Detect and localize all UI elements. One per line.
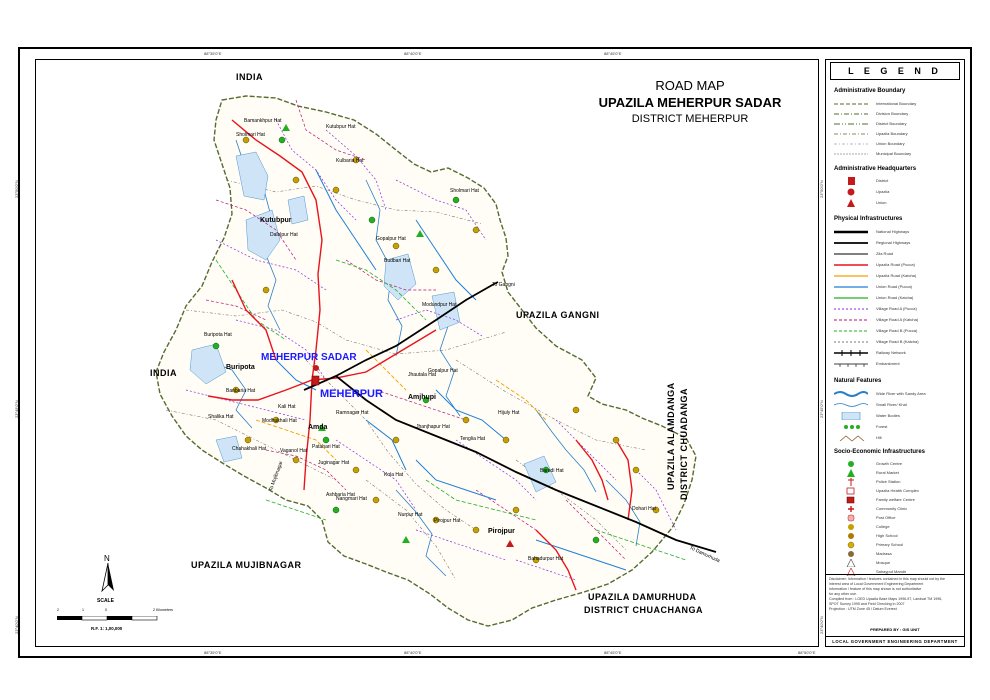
region-mujibnagar: UPAZILA MUJIBNAGAR (191, 560, 302, 570)
map-title-line2: UPAZILA MEHERPUR SADAR (598, 95, 782, 110)
place-label: Baradi Hat (540, 468, 564, 474)
coord-left: 23°40'0"N (14, 616, 19, 634)
upazila-boundary (156, 96, 696, 626)
upazila-road-katcha-symbol (834, 272, 868, 280)
legend-item: High School (834, 532, 962, 540)
north-arrow-icon (98, 563, 118, 593)
coord-bottom: 88°40'0"E (404, 650, 422, 655)
road-label-to-mujibnagar: To Mujibnagar (268, 460, 285, 493)
legend-item: Sahayput Mandir (834, 568, 962, 576)
legend-section-title: Socio-Economic Infrastructures (834, 449, 926, 455)
coord-left: 23°45'0"N (14, 400, 19, 418)
place-label: Kola Hat (384, 472, 404, 478)
union-road-pucca-symbol (834, 283, 868, 291)
forest-icon (834, 423, 868, 431)
legend-item: Family welfare Centre (834, 496, 962, 504)
legend-section-title: Administrative Boundary (834, 88, 906, 94)
scale-tick: 0 (105, 608, 107, 612)
legend-item: Village Road A (Katcha) (834, 316, 962, 324)
place-label: Sholmari Hat (236, 132, 265, 138)
legend-item: Village Road B (Pucca) (834, 327, 962, 335)
region-chuadanga: DISTRICT CHUADANGA (679, 388, 689, 500)
legend-item: College (834, 523, 962, 531)
place-label: Kutubpur Hat (326, 124, 356, 130)
village-road-a-katcha-symbol (834, 316, 868, 324)
info-line: Disclaimer: Information / features contained in this map should not by the (829, 577, 946, 581)
place-label: Gopalpur Hat (376, 236, 406, 242)
map-title-line3: DISTRICT MEHERPUR (631, 113, 749, 125)
place-label: Pirojpur Hat (434, 518, 461, 524)
coord-right: 23°45'0"N (819, 400, 824, 418)
place-label: Buripota Hat (204, 332, 232, 338)
small-river-icon (834, 401, 868, 409)
legend-item: Hill (834, 434, 962, 442)
legend-item: Municipal Boundary (834, 150, 962, 158)
post-office-icon (834, 514, 868, 522)
mosque-icon (834, 559, 868, 567)
upazila-hq-icon (834, 188, 868, 196)
place-label: Nurpur Hat (398, 512, 423, 518)
legend-section-title: Physical Infrastructures (834, 216, 903, 222)
place-label: Kali Hat (278, 404, 296, 410)
place-label: Bamankhpur Hat (244, 118, 282, 124)
international-boundary-symbol (834, 100, 868, 108)
coord-bottom: 88°35'0"E (204, 650, 222, 655)
coord-top: 88°40'0"E (404, 51, 422, 56)
legend-item: Embankment (834, 360, 962, 368)
zila-road-symbol (834, 250, 868, 258)
legend-item: Upazila Health Complex (834, 487, 962, 495)
legend-item: Union (834, 199, 962, 207)
scale-tick: 2 (57, 608, 59, 612)
village-road-b-katcha-symbol (834, 338, 868, 346)
legend-item: Upazila (834, 188, 962, 196)
rural-market-icon (834, 469, 868, 477)
place-label: Ramnagar Hat (336, 410, 369, 416)
health-complex-icon (834, 487, 868, 495)
legend-item: Regional Highways (834, 239, 962, 247)
scale-ratio: R.F. 1: 1,00,000 (91, 626, 123, 631)
place-label: Bahadurpur Hat (528, 556, 564, 562)
place-label: Budbari Hat (384, 258, 411, 264)
legend-item: District (834, 177, 962, 185)
legend-item: Division Boundary (834, 110, 962, 118)
place-label: Ashbaria Hat (326, 492, 355, 498)
legend-section-title: Administrative Headquarters (834, 166, 917, 172)
legend-item: Water Bodies (834, 412, 962, 420)
district-boundary-symbol (834, 120, 868, 128)
coord-bottom: 88°50'0"E (798, 650, 816, 655)
legend-item: Upazila Boundary (834, 130, 962, 138)
family-welfare-icon (834, 496, 868, 504)
legend-item: Primary School (834, 541, 962, 549)
municipal-boundary-symbol (834, 150, 868, 158)
community-clinic-icon (834, 505, 868, 513)
legend-item: Union Boundary (834, 140, 962, 148)
legend-item: District Boundary (834, 120, 962, 128)
place-label: Banbaria Hat (226, 388, 256, 394)
legend-item: International Boundary (834, 100, 962, 108)
region-damurhuda: UPAZILA DAMURHUDA (588, 592, 697, 602)
region-india-left: INDIA (150, 368, 177, 378)
region-gangni: UPAZILA GANGNI (516, 310, 600, 320)
legend-item: Upazila Road (Katcha) (834, 272, 962, 280)
legend-item: Mosque (834, 559, 962, 567)
high-school-icon (834, 532, 868, 540)
town-label: Pirojpur (488, 528, 515, 535)
police-station-icon (834, 478, 868, 486)
place-label: Modundpur Hat (422, 302, 457, 308)
union-boundary-symbol (834, 140, 868, 148)
coord-right: 23°50'0"N (819, 180, 824, 198)
info-line: for any other use. (829, 592, 857, 596)
town-label: Amjhupi (408, 394, 436, 401)
railway-symbol (834, 349, 868, 357)
town-label: Buripota (226, 364, 255, 371)
scale-tick: 2 Kilometers (153, 608, 173, 612)
water-bodies-icon (834, 412, 868, 420)
legend-item: Village Road A (Pucca) (834, 305, 962, 313)
coord-top: 88°45'0"E (604, 51, 622, 56)
legend-item: Upazila Road (Pucca) (834, 261, 962, 269)
union-hq-icon (834, 199, 868, 207)
coord-top: 88°35'0"E (204, 51, 222, 56)
map-area (35, 59, 819, 647)
place-label: Vaganol Hat (280, 448, 308, 454)
village-road-a-pucca-symbol (834, 305, 868, 313)
upazila-hq-label: MEHERPUR SADAR (261, 352, 357, 363)
growth-centre-icon (834, 460, 868, 468)
legend-item: Post Office (834, 514, 962, 522)
legend-panel (825, 59, 965, 647)
place-label: Kulbaria Hat (336, 158, 364, 164)
legend-item: Rural Market (834, 469, 962, 477)
legend-item: National Highways (834, 228, 962, 236)
regional-highway-symbol (834, 239, 868, 247)
legend-item: Wide River with Sandy Area (834, 390, 962, 398)
road-label-to-gangni: To Gangni (492, 282, 515, 288)
place-label: Dohari Hat (632, 506, 656, 512)
info-line: Compiled from : LGED Upazila Base Maps 1996-97, Landsat TM 1996, (829, 597, 943, 601)
district-hq-icon (834, 177, 868, 185)
place-label: Jhanjhapur Hat (416, 424, 450, 430)
region-chuachanga: DISTRICT CHUACHANGA (584, 605, 703, 615)
place-label: Patahari Hat (312, 444, 340, 450)
legend-item: Union Road (Pucca) (834, 283, 962, 291)
place-label: Nangmari Hat (336, 496, 367, 502)
national-highway-symbol (834, 228, 868, 236)
info-line: Projection : UTM Zone 45 / Datum Everest (829, 607, 897, 611)
legend-item: Small River/ Khal (834, 401, 962, 409)
region-india-top: INDIA (236, 72, 263, 82)
division-boundary-symbol (834, 110, 868, 118)
legend-item: Zila Road (834, 250, 962, 258)
scale-title: SCALE (97, 598, 114, 604)
legend-item: Forest (834, 423, 962, 431)
legend-title: L E G E N D (830, 62, 960, 80)
hill-icon (834, 434, 868, 442)
prepared-by: PREPARED BY : GIS UNIT (870, 627, 920, 632)
place-label: Shalika Hat (208, 414, 234, 420)
legend-item: Railway Network (834, 349, 962, 357)
madrasa-icon (834, 550, 868, 558)
village-road-b-pucca-symbol (834, 327, 868, 335)
info-line: Information / feature of this map shown is not authoritative (829, 587, 922, 591)
place-label: Sholmari Hat (450, 188, 479, 194)
department-name: LOCAL GOVERNMENT ENGINEERING DEPARTMENT (826, 636, 964, 646)
place-label: Gopalpur Hat (428, 368, 458, 374)
map-canvas (36, 60, 819, 647)
coord-bottom: 88°45'0"E (604, 650, 622, 655)
union-road-katcha-symbol (834, 294, 868, 302)
map-title-line1: ROAD MAP (655, 78, 725, 93)
college-icon (834, 523, 868, 531)
info-line: SPOT Survey 1995 and Field Checking in 2007 (829, 602, 905, 606)
place-label: Chahakhali Hat (232, 446, 267, 452)
upazila-road-pucca-symbol (834, 261, 868, 269)
legend-section-title: Natural Features (834, 378, 882, 384)
wide-river-icon (834, 390, 868, 398)
scale-tick: 1 (82, 608, 84, 612)
town-label: Kutubpur (260, 217, 292, 224)
legend-item: Community Clinic (834, 505, 962, 513)
road-label-to-damurhuda: To Damurhuda (688, 545, 721, 565)
north-arrow (98, 554, 118, 592)
coord-left: 23°50'0"N (14, 180, 19, 198)
place-label: Jhautala Hat (408, 372, 437, 378)
scale-bar (55, 598, 175, 638)
town-label: Amda (308, 424, 328, 431)
legend-item: Village Road B (Katcha) (834, 338, 962, 346)
place-label: Modhukhali Hat (262, 418, 297, 424)
place-label: Hijuly Hat (498, 410, 520, 416)
coord-right: 23°40'0"N (819, 616, 824, 634)
scale-bar-graphic (57, 616, 167, 622)
primary-school-icon (834, 541, 868, 549)
place-label: Juginagar Hat (318, 460, 350, 466)
map-info-box (826, 574, 964, 614)
north-letter: N (104, 554, 110, 563)
info-line: interest area of Local Government Engineering Department (829, 582, 924, 586)
legend-item: Growth Centre (834, 460, 962, 468)
region-alamdanga: UPAZILA ALAMDANGA (666, 382, 676, 490)
legend-item: Madrasa (834, 550, 962, 558)
place-label: Dalalpur Hat (270, 232, 298, 238)
legend-item: Union Road (Katcha) (834, 294, 962, 302)
place-label: Tenglia Hat (460, 436, 486, 442)
upazila-boundary-symbol (834, 130, 868, 138)
legend-item: Police Station (834, 478, 962, 486)
town-hq-label: MEHERPUR (320, 388, 383, 400)
embankment-symbol (834, 360, 868, 368)
